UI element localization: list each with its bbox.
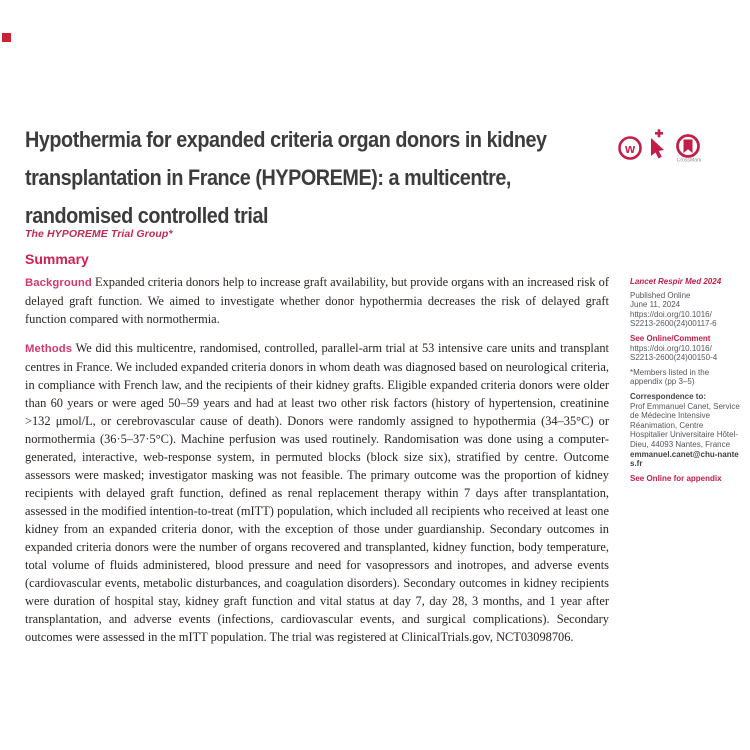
author-line: The HYPOREME Trial Group* (25, 228, 173, 240)
title-line-1: Hypothermia for expanded criteria organ donors in kidney (25, 127, 547, 152)
doi-link-line2[interactable]: S2213-2600(24)00117-6 (630, 319, 717, 329)
background-text: Expanded criteria donors help to increase graft availability, but provide organs with an increased risk of delayed graft function. We aimed to investigate whether donor hypothermia decreases the risk of delayed graft function compared with normothermia. (25, 275, 609, 326)
web-online-icon (620, 138, 641, 159)
see-online-appendix-note: See Online for appendix (630, 473, 722, 483)
margin-notes (630, 277, 743, 488)
published-date: June 11, 2024 (630, 300, 681, 310)
correspondence-email[interactable]: emmanuel.canet@chu-nantes.fr (630, 449, 739, 469)
cursor-plus-icon (651, 129, 664, 158)
members-note: *Members listed in the appendix (pp 3–5) (630, 367, 710, 387)
see-online-comment-label: See Online/Comment (630, 333, 711, 343)
svg-text:w: w (624, 141, 636, 156)
title-line-3: randomised controlled trial (25, 203, 269, 228)
background-label: Background (25, 277, 92, 289)
crossmark-caption: CrossMark (676, 158, 702, 164)
background-paragraph (25, 273, 609, 328)
comment-doi-line2[interactable]: S2213-2600(24)00150-4 (630, 353, 718, 363)
comment-doi-line1[interactable]: https://doi.org/10.1016/ (630, 343, 712, 353)
methods-text: We did this multicentre, randomised, controlled, parallel-arm trial at 53 intensive care units and transplant centres in France. We included expanded criteria donors in whom death was diagnosed based on neurological criteria, in compliance with French law, and the recipients of their kidney grafts. Eligible expanded criteria donors were older than 60 years or were aged 50–59 years and had at least two other risk factors (history of hypertension, creatinine >132 μmol/L, or cerebrovascular cause of death). Donors were randomly assigned to hypothermia (34–35°C) or normothermia (36·5–37·5°C). Machine perfusion was used routinely. Randomisation was done using a computer-generated, interactive, web-response system, in permuted blocks (block size six), stratified by centre. Outcome assessors were masked; investigator masking was not feasible. The primary outcome was the proportion of kidney recipients with delayed graft function, defined as renal replacement therapy within 7 days after transplantation, assessed in the modified intention-to-treat (mITT) population, which included all recipients who received at least one kidney from an expanded criteria donor, with the exception of those under guardianship. Secondary outcomes in expanded criteria donors were the number of organs recovered and transplanted, kidney function, body temperature, total volume of fluids administered, blood pressure and need for vasopressors and inotropes, and adverse events (cardiovascular events, metabolic disturbances, and coagulation disorders). Secondary outcomes in kidney recipients were duration of hospital stay, kidney graft function and vital status at day 7, day 28, 3 months, and 1 year after transplantation, and adverse events (infections, cardiovascular events, and surgical complications). Secondary outcomes were assessed in the mITT population. The trial was registered at ClinicalTrials.gov, NCT03098706. (25, 341, 609, 644)
title-line-2: transplantation in France (HYPOREME): a multicentre, (25, 165, 511, 190)
correspondence-block (630, 392, 743, 469)
methods-paragraph (25, 339, 609, 646)
published-online-block (630, 291, 743, 329)
header-icons (615, 128, 707, 168)
journal-citation: Lancet Respir Med 2024 (630, 277, 722, 286)
crossmark-icon[interactable] (678, 136, 699, 157)
summary-section (25, 251, 609, 657)
methods-label: Methods (25, 343, 73, 355)
correspondence-address: Prof Emmanuel Canet, Service de Médecine Intensive Réanimation, Centre Hospitalier Universitaire Hôtel-Dieu, 44093 Nantes, France (630, 401, 740, 449)
article-title (25, 121, 547, 235)
correspondence-label: Correspondence to: (630, 391, 707, 401)
page-corner-mark (2, 33, 11, 42)
summary-heading: Summary (25, 251, 89, 267)
doi-link-line1[interactable]: https://doi.org/10.1016/ (630, 309, 712, 319)
see-online-comment-block (630, 334, 743, 363)
published-online-label: Published Online (630, 290, 691, 300)
